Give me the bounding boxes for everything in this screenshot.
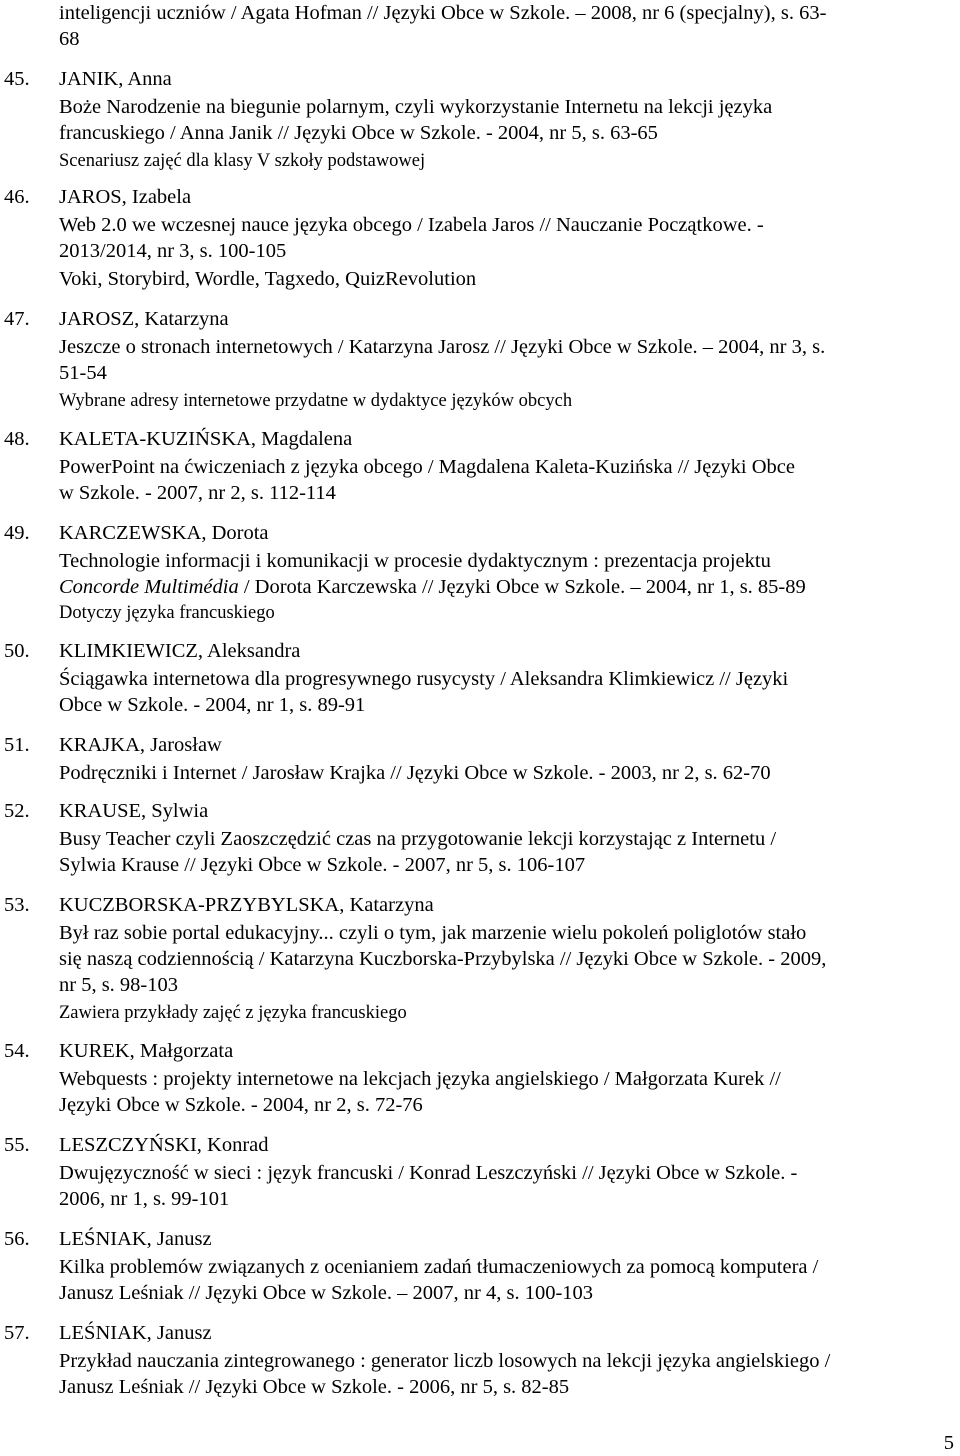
entry-author: KUREK, Małgorzata [59,1040,234,1062]
entry-author: LEŚNIAK, Janusz [59,1322,212,1344]
entry-title-line: Podręczniki i Internet / Jarosław Krajka // Języki Obce w Szkole. - 2003, nr 2, s. 62-70 [59,762,771,784]
entry-number: 49. [4,522,30,544]
entry-title-line: Webquests : projekty internetowe na lekcjach języka angielskiego / Małgorzata Kurek // [59,1068,781,1090]
entry-author: JAROS, Izabela [59,186,192,208]
entry-author: LEŚNIAK, Janusz [59,1228,212,1250]
entry-title-line: Języki Obce w Szkole. - 2004, nr 2, s. 72-76 [59,1094,423,1116]
entry-title-line: Kilka problemów związanych z ocenianiem zadań tłumaczeniowych za pomocą komputera / [59,1256,819,1278]
entry-note: Dotyczy języka francuskiego [59,603,275,623]
entry-title-line: się naszą codziennością / Katarzyna Kuczborska-Przybylska // Języki Obce w Szkole. - 2009, [59,948,827,970]
entry-title-line: Janusz Leśniak // Języki Obce w Szkole. – 2007, nr 4, s. 100-103 [59,1282,594,1304]
entry-number: 57. [4,1322,30,1344]
continuation-line: 68 [59,28,80,50]
entry-title-line: 2006, nr 1, s. 99-101 [59,1188,230,1210]
entry-italic-title: Concorde Multimédia [59,576,239,598]
entry-author: KARCZEWSKA, Dorota [59,522,269,544]
entry-number: 55. [4,1134,30,1156]
entry-title-line: Ściągawka internetowa dla progresywnego rusycysty / Aleksandra Klimkiewicz // Języki [59,668,789,690]
entry-title-line: Był raz sobie portal edukacyjny... czyli o tym, jak marzenie wielu pokoleń poliglotów stało [59,922,807,944]
entry-author: LESZCZYŃSKI, Konrad [59,1134,269,1156]
entry-title-line: Dwujęzyczność w sieci : język francuski / Konrad Leszczyński // Języki Obce w Szkole. - [59,1162,798,1184]
entry-title-line: Jeszcze o stronach internetowych / Katarzyna Jarosz // Języki Obce w Szkole. – 2004, nr 3, s. [59,336,826,358]
entry-title-line: Janusz Leśniak // Języki Obce w Szkole. - 2006, nr 5, s. 82-85 [59,1376,570,1398]
entry-author: KUCZBORSKA-PRZYBYLSKA, Katarzyna [59,894,434,916]
entry-title-line: Sylwia Krause // Języki Obce w Szkole. - 2007, nr 5, s. 106-107 [59,854,586,876]
entry-title-line: 51-54 [59,362,107,384]
page-number: 5 [943,1432,954,1454]
entry-title-line: PowerPoint na ćwiczeniach z języka obcego / Magdalena Kaleta-Kuzińska // Języki Obce [59,456,795,478]
entry-author: KLIMKIEWICZ, Aleksandra [59,640,301,662]
entry-author: JANIK, Anna [59,68,172,90]
entry-title-line: Busy Teacher czyli Zaoszczędzić czas na przygotowanie lekcji korzystając z Internetu / [59,828,777,850]
entry-title-line: Przykład nauczania zintegrowanego : generator liczb losowych na lekcji języka angielskiego / [59,1350,831,1372]
entry-number: 56. [4,1228,30,1250]
entry-note: Voki, Storybird, Wordle, Tagxedo, QuizRevolution [59,268,477,290]
entry-number: 45. [4,68,30,90]
entry-number: 46. [4,186,30,208]
entry-note: Scenariusz zajęć dla klasy V szkoły podstawowej [59,151,426,171]
entry-title-line [59,574,806,600]
entry-title-line: Obce w Szkole. - 2004, nr 1, s. 89-91 [59,694,366,716]
entry-title-line: Web 2.0 we wczesnej nauce języka obcego / Izabela Jaros // Nauczanie Początkowe. - [59,214,764,236]
entry-number: 50. [4,640,30,662]
entry-number: 47. [4,308,30,330]
entry-title-rest: / Dorota Karczewska // Języki Obce w Szkole. – 2004, nr 1, s. 85-89 [238,576,806,598]
entry-number: 54. [4,1040,30,1062]
entry-title-line: Technologie informacji i komunikacji w procesie dydaktycznym : prezentacja projektu [59,550,771,572]
entry-number: 53. [4,894,30,916]
entry-title-line: Boże Narodzenie na biegunie polarnym, czyli wykorzystanie Internetu na lekcji języka [59,96,773,118]
entry-author: JAROSZ, Katarzyna [59,308,229,330]
entry-title-line: nr 5, s. 98-103 [59,974,179,996]
entry-title-line: 2013/2014, nr 3, s. 100-105 [59,240,287,262]
entry-number: 52. [4,800,30,822]
entry-note: Wybrane adresy internetowe przydatne w dydaktyce języków obcych [59,391,573,411]
entry-title-line: w Szkole. - 2007, nr 2, s. 112-114 [59,482,336,504]
continuation-line: inteligencji uczniów / Agata Hofman // Języki Obce w Szkole. – 2008, nr 6 (specjalny), s. 63- [59,2,827,24]
entry-author: KRAUSE, Sylwia [59,800,209,822]
entry-title-line: francuskiego / Anna Janik // Języki Obce w Szkole. - 2004, nr 5, s. 63-65 [59,122,658,144]
entry-number: 48. [4,428,30,450]
entry-author: KRAJKA, Jarosław [59,734,222,756]
entry-number: 51. [4,734,30,756]
entry-author: KALETA-KUZIŃSKA, Magdalena [59,428,353,450]
entry-note: Zawiera przykłady zajęć z języka francuskiego [59,1003,407,1023]
